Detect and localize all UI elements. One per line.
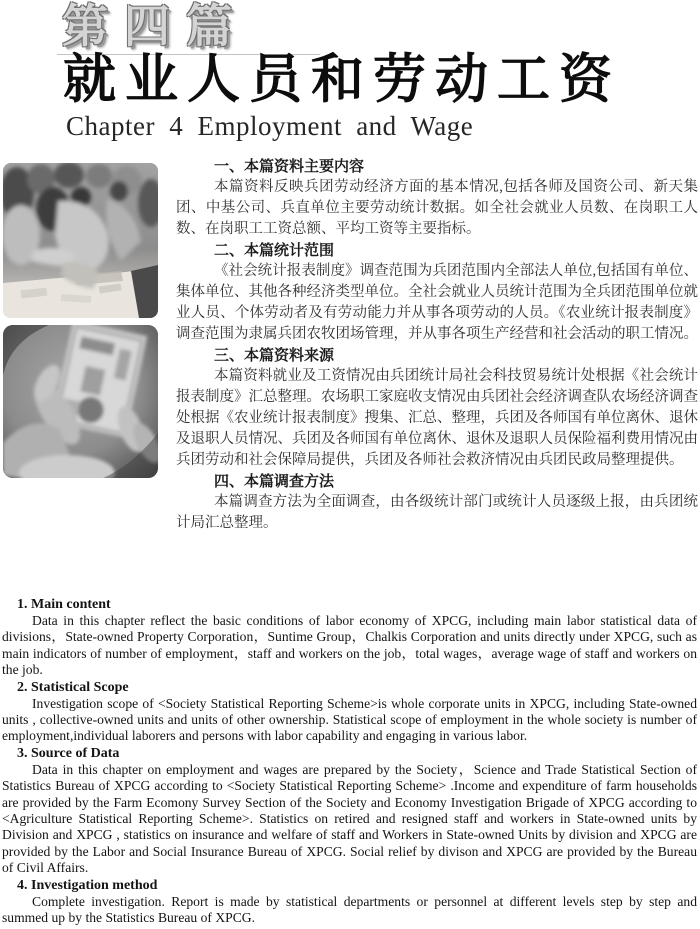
cn-section-heading: 四、本篇调查方法 [214,472,335,490]
cn-section-investigation-method [176,471,698,534]
chapter-title-english: Chapter 4 Employment and Wage [66,111,474,141]
cn-section-source-of-data [176,345,698,471]
cn-section-heading: 二、本篇统计范围 [214,241,335,259]
photo-crowd-scene [3,163,158,318]
cn-section-body: 《社会统计报表制度》调查范围为兵团范围内全部法人单位,包括国有单位、集体单位、其他各种经济类型单位。全社会就业人员统计范围为全兵团范围单位就业人员、个体劳动者及有劳动能力并从事各项劳动的人员。《农业统计报表制度》调查范围为隶属兵团农牧团场管理，并从事各项生产经营和社会活动的职工情况。 [176,263,698,342]
en-section-main-content [2,596,697,679]
english-intro-sections [2,596,697,927]
en-section-statistical-scope [2,679,697,745]
cn-section-body: 本篇调查方法为全面调查，由各级统计部门或统计人员逐级上报，由兵团统计局汇总整理。 [176,494,698,531]
chapter-title-chinese: 就业人员和劳动工资 [63,49,621,110]
cn-section-heading: 一、本篇资料主要内容 [214,157,365,175]
cn-section-body: 本篇资料反映兵团劳动经济方面的基本情况,包括各师及国资公司、新天集团、中基公司、兵直单位主要劳动统计数据。如全社会就业人员数、在岗职工人数、在岗职工工资总额、平均工资等主要指标。 [176,179,698,237]
cn-section-heading: 三、本篇资料来源 [214,346,335,364]
en-section-body: Investigation scope of <Society Statistical Reporting Scheme>is whole corporate units in XPCG, including State-owned units , collective-owned units and units of other ownership. Statistical scope of employment in the whole society is number of employment,individual laborers and persons with labor capability and engaging in various labor. [2,695,697,744]
en-section-heading: 4. Investigation method [17,877,158,893]
photo-counting-money [3,325,158,478]
en-section-body: Complete investigation. Report is made by statistical departments or personnel at different levels step by step and summed up by the Statistics Bureau of XPCG. [2,893,697,926]
en-section-body: Data in this chapter reflect the basic conditions of labor economy of XPCG, including main labor statistical data of divisions，State-owned Property Corporation，Suntime Group，Chalkis Corporation and units directly under XPCG, such as main indicators of number of employment，staff and workers on the job，total wages，average wage of staff and workers on the job. [2,613,697,678]
chinese-intro-sections [176,156,698,534]
en-section-source-of-data [2,745,697,877]
en-section-investigation-method [2,877,697,927]
en-section-body: Data in this chapter on employment and wages are prepared by the Society，Science and Trade Statistical Section of Statistics Bureau of XPCG according to <Society Statistical Reporting Scheme> .Income and expenditure of farm households are provided by the Farm Ecomony Survey Section of the Society and Economy Investigation Brigade of XPCG according to <Agriculture Statistical Reporting Scheme>. Statistics on retired and resigned staff and workers in State-owned units by Division and XPCG , statistics on insurance and welfare of staff and Workers in State-owned Units by division and XPCG are provided by the Labor and Social Insurance Bureau of XPCG. Social relief by divison and XPCG are provided by the Bureau of Civil Affairs. [2,761,697,876]
cn-section-main-content [176,156,698,240]
en-section-heading: 1. Main content [17,597,111,612]
part-number-label: 第四篇 [62,0,248,53]
cn-section-statistical-scope [176,240,698,345]
en-section-heading: 3. Source of Data [17,745,120,761]
cn-section-body: 本篇资料就业及工资情况由兵团统计局社会科技贸易统计处根据《社会统计报表制度》汇总整理。农场职工家庭收支情况由兵团社会经济调查队农场经济调查处根据《农业统计报表制度》搜集、汇总、整理，兵团及各师国有单位离休、退休及退职人员情况、兵团及各师国有单位离休、退休及退职人员保险福利费用情况由兵团劳动和社会保障局提供，兵团及各师社会救济情况由兵团民政局整理提供。 [176,368,698,468]
en-section-heading: 2. Statistical Scope [17,679,129,695]
